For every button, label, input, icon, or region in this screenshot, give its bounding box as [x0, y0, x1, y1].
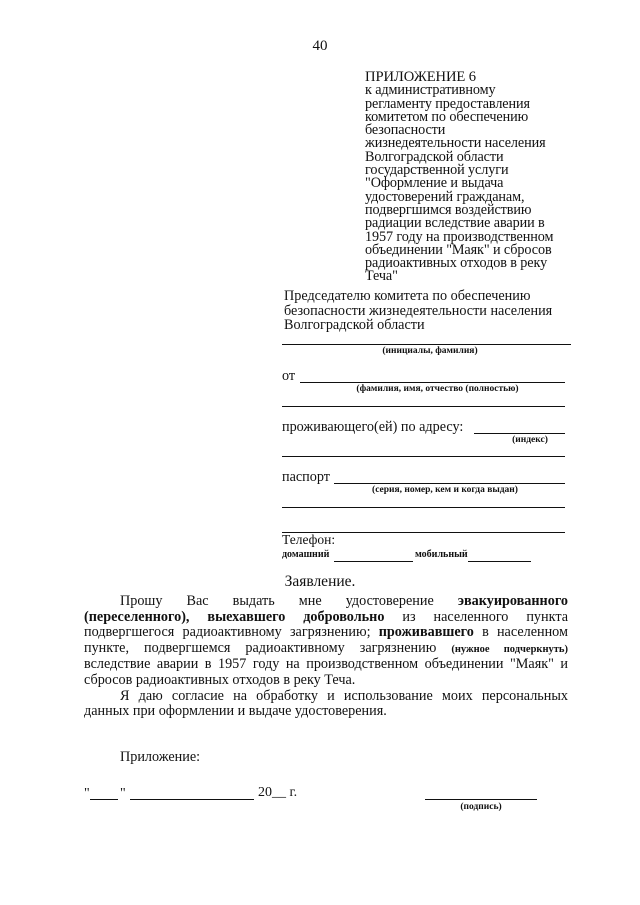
page-number: 40 — [312, 38, 328, 54]
p1-mid-2: в населенном пункте, подвергшемся радиоактивному загрязнению — [84, 624, 568, 656]
date-quote-close: " — [120, 786, 126, 801]
passport-label: паспорт — [282, 469, 330, 485]
passport-field-line-2[interactable] — [282, 507, 565, 508]
address-field-line[interactable] — [474, 433, 565, 434]
from-caption: (фамилия, имя, отчество (полностью) — [356, 384, 519, 394]
from-field-line-2[interactable] — [282, 406, 565, 407]
mobile-phone-field[interactable] — [468, 561, 531, 562]
statement-paragraph-1 — [84, 594, 568, 689]
addressee-line: Волгоградской области — [284, 317, 425, 333]
statement-body — [84, 594, 568, 720]
signature-field[interactable] — [425, 799, 537, 800]
p1-suffix: вследствие аварии в 1957 году на производственном объединении "Маяк" и сбросов радиоактивных отходов в реку Теча. — [84, 656, 568, 688]
date-day-field[interactable] — [90, 799, 118, 800]
appendix-header — [365, 71, 580, 284]
address-label: проживающего(ей) по адресу: — [282, 419, 464, 435]
appendix-line: Теча" — [365, 268, 398, 285]
p1-bold-resided: проживавшего — [378, 624, 474, 641]
appendix-line: 1957 году на производственном — [365, 228, 554, 245]
appendix-line: комитетом по обеспечению — [365, 108, 529, 125]
mobile-phone-label: мобильный — [415, 549, 468, 560]
appendix-line: Волгоградской области — [365, 148, 504, 165]
statement-title: Заявление. — [284, 573, 356, 590]
passport-caption: (серия, номер, кем и когда выдан) — [372, 485, 518, 495]
date-year-label: 20__ г. — [258, 785, 298, 800]
addressee-line: Председателю комитета по обеспечению — [284, 288, 531, 304]
appendix-line: объединении "Маяк" и сбросов — [365, 241, 552, 258]
phone-row — [282, 549, 329, 560]
appendix-title: ПРИЛОЖЕНИЕ 6 — [365, 69, 476, 85]
home-phone-label: домашний — [282, 549, 330, 560]
appendix-line: "Оформление и выдача — [365, 175, 504, 192]
p1-mid: из населенного пункта подвергшегося радиоактивному загрязнению; — [84, 608, 568, 641]
addressee-line: безопасности жизнедеятельности населения — [284, 302, 553, 319]
initials-caption: (инициалы, фамилия) — [382, 346, 478, 356]
phone-label: Телефон: — [282, 532, 336, 547]
appendix-line: радиоактивных отходов в реку — [365, 255, 548, 272]
appendix-line: удостоверений гражданам, — [365, 188, 525, 205]
signature-caption: (подпись) — [460, 802, 502, 812]
appendix-line: безопасности — [365, 122, 446, 139]
appendix-line: жизнедеятельности населения — [365, 135, 546, 152]
from-label: от — [282, 368, 296, 384]
appendix-line: радиации вследствие аварии в — [365, 215, 545, 232]
p1-prefix: Прошу Вас выдать мне удостоверение — [120, 593, 458, 609]
appendix-line: регламенту предоставления — [365, 95, 530, 112]
appendix-line: к административному — [365, 82, 496, 99]
initials-field-line[interactable] — [282, 344, 571, 345]
index-caption: (индекс) — [512, 435, 548, 445]
home-phone-field[interactable] — [334, 561, 413, 562]
p1-note: (нужное подчеркнуть) — [451, 643, 568, 655]
appendix-line: государственной услуги — [365, 162, 509, 179]
date-quote-open: " — [84, 786, 90, 801]
addressee-block — [284, 289, 584, 333]
date-month-field[interactable] — [130, 799, 254, 800]
attachment-label: Приложение: — [120, 749, 201, 765]
address-field-line-2[interactable] — [282, 456, 565, 457]
appendix-line: подвергшимся воздействию — [365, 201, 532, 218]
passport-field-line[interactable] — [334, 483, 565, 484]
p1-bold-evacuated: эвакуированного (переселенного), выехавшего добровольно — [84, 593, 568, 625]
from-field-line[interactable] — [300, 382, 565, 383]
statement-paragraph-2: Я даю согласие на обработку и использование моих персональных данных при оформлении и выдаче удостоверения. — [84, 687, 568, 720]
